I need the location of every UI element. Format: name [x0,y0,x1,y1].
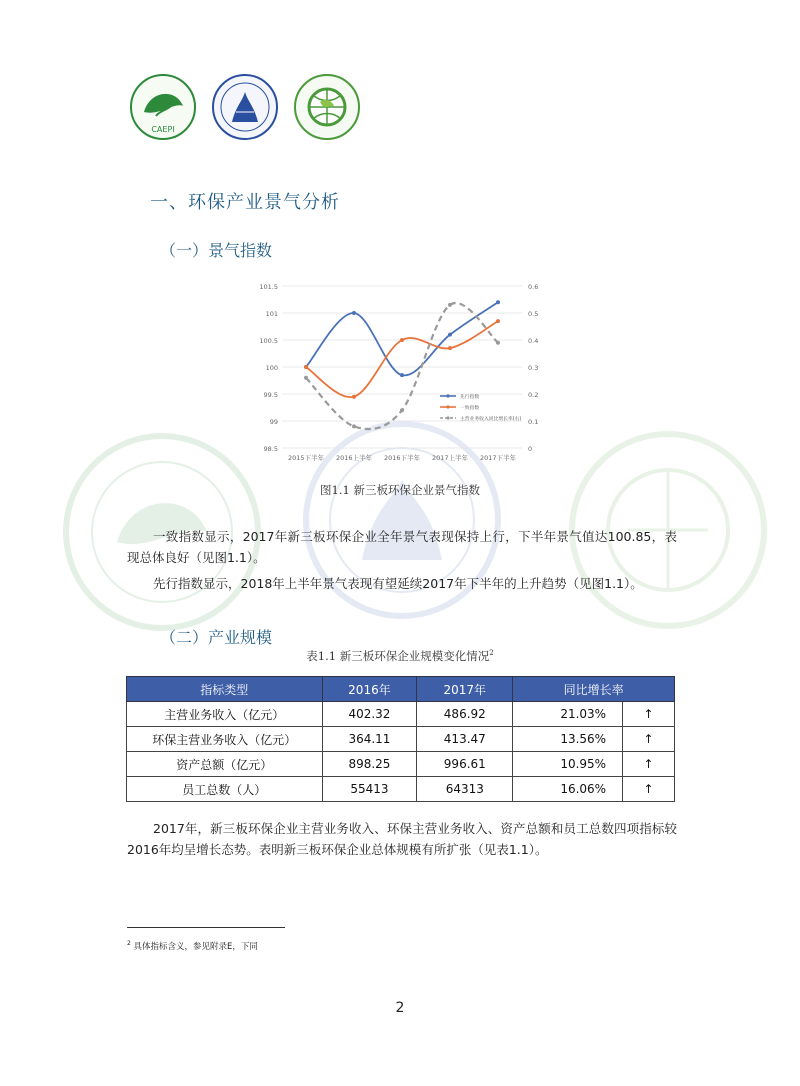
header-2016: 2016年 [322,677,417,702]
value-2016: 364.11 [322,727,417,752]
growth-rate: 10.95% [513,752,623,777]
cufe-logo [210,72,280,142]
paragraph-coincident-index: 一致指数显示，2017年新三板环保企业全年景气表现保持上行，下半年景气值达100.85，表现总体良好（见图1.1）。 [127,529,677,565]
legend-marker [446,416,449,419]
data-point [400,373,404,377]
table-header-row [127,677,675,702]
header-growth: 同比增长率 [513,677,675,702]
y-left-tick-label: 100.5 [259,337,278,345]
row-label: 主营业务收入（亿元） [127,702,323,727]
legend-marker [446,394,449,397]
value-2017: 413.47 [417,727,513,752]
up-arrow-icon: ↑ [623,752,675,777]
value-2016: 898.25 [322,752,417,777]
row-label: 员工总数（人） [127,777,323,802]
x-tick-label: 2017上半年 [431,454,469,462]
footnote [127,940,258,952]
scale-table [126,676,675,802]
value-2017: 996.61 [417,752,513,777]
caepi-logo [128,72,198,142]
page-number: 2 [395,1000,405,1016]
data-point [400,408,404,412]
x-tick-label: 2017下半年 [479,454,517,462]
data-point [352,424,356,428]
row-label: 资产总额（亿元） [127,752,323,777]
figure-caption: 图1.1 新三板环保企业景气指数 [320,483,480,497]
legend-label: 主营业务收入同比增长率(右) [460,417,522,422]
y-left-tick-label: 98.5 [263,445,278,453]
table-caption-footnote-mark: 2 [489,649,494,658]
up-arrow-icon: ↑ [623,777,675,802]
y-right-tick-label: 0.4 [528,337,539,345]
value-2017: 486.92 [417,702,513,727]
y-left-tick-label: 101 [265,310,278,318]
subsection-title-index: （一）景气指数 [160,241,273,260]
value-2016: 402.32 [322,702,417,727]
section-title: 一、环保产业景气分析 [150,192,340,213]
legend-marker [446,405,449,408]
x-tick-label: 2016下半年 [383,454,421,462]
x-tick-label: 2016上半年 [335,454,373,462]
footnote-divider [127,927,285,928]
data-point [496,341,500,345]
series-line-2 [306,321,498,397]
header-indicator: 指标类型 [127,677,323,702]
data-point [448,346,452,350]
svg-text:CAEPI: CAEPI [151,125,175,134]
footnote-text: 具体指标含义，参见附录E，下同 [133,942,258,952]
value-2016: 55413 [322,777,417,802]
data-point [304,365,308,369]
growth-rate: 21.03% [513,702,623,727]
value-2017: 64313 [417,777,513,802]
table-caption: 表1.1 新三板环保企业规模变化情况$^2$ [306,649,494,663]
subsection-title-scale: （二）产业规模 [160,628,273,647]
y-right-tick-label: 0.1 [528,418,539,426]
y-right-tick-label: 0.6 [528,283,539,291]
data-point [448,333,452,337]
y-left-tick-label: 101.5 [259,283,278,291]
growth-rate: 16.06% [513,777,623,802]
y-left-tick-label: 99.5 [263,391,278,399]
institute-logo [292,72,362,142]
y-right-tick-label: 0.3 [528,364,539,372]
legend-label: 先行指数 [460,395,480,400]
data-point [496,319,500,323]
paragraph-leading-index: 先行指数显示，2018年上半年景气表现有望延续2017年下半年的上升趋势（见图1.1）。 [153,576,643,591]
data-point [352,395,356,399]
footnote-mark: 2 [127,940,131,948]
index-line-chart [250,276,560,468]
y-right-tick-label: 0.5 [528,310,539,318]
legend-label: 一致指数 [460,406,480,411]
header-2017: 2017年 [417,677,513,702]
growth-rate: 13.56% [513,727,623,752]
up-arrow-icon: ↑ [623,702,675,727]
table-row [127,702,675,727]
table-row [127,777,675,802]
y-right-tick-label: 0 [528,445,533,453]
data-point [448,303,452,307]
table-row [127,727,675,752]
data-point [496,300,500,304]
up-arrow-icon: ↑ [623,727,675,752]
y-left-tick-label: 100 [265,364,278,372]
data-point [304,376,308,380]
paragraph-scale-summary: 2017年，新三板环保企业主营业务收入、环保主营业务收入、资产总额和员工总数四项指标较2016年均呈增长态势。表明新三板环保企业总体规模有所扩张（见表1.1）。 [127,821,677,857]
data-point [352,311,356,315]
row-label: 环保主营业务收入（亿元） [127,727,323,752]
y-left-tick-label: 99 [269,418,278,426]
table-row [127,752,675,777]
y-right-tick-label: 0.2 [528,391,539,399]
x-tick-label: 2015下半年 [287,454,325,462]
data-point [400,338,404,342]
